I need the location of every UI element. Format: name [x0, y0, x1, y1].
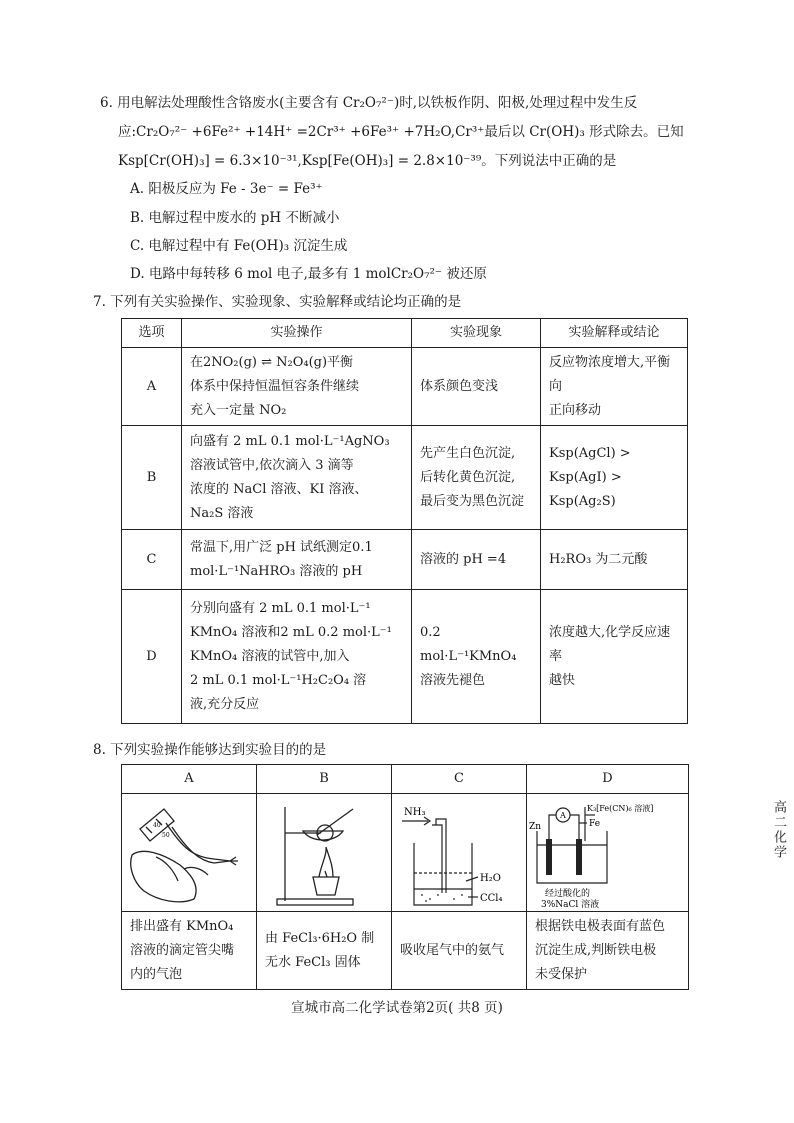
option-b-text — [257, 912, 392, 990]
conclusion-line: Ksp(Ag₂S) — [549, 493, 616, 509]
conclusion-line: 反应物浓度增大,平衡向 — [549, 354, 671, 394]
header-d: D — [527, 765, 689, 794]
q8-figure-row — [122, 794, 689, 912]
conclusion-line: 越快 — [549, 672, 576, 688]
table-row — [122, 426, 688, 530]
header-b: B — [257, 765, 392, 794]
row-phenomenon — [412, 590, 541, 724]
h2o-label: H₂O — [480, 872, 501, 884]
row-conclusion — [541, 426, 688, 530]
phenomenon-line: 最后变为黑色沉淀 — [420, 493, 525, 509]
row-conclusion — [541, 348, 688, 426]
row-option: D — [122, 590, 182, 724]
op-line: 在2NO₂(g) ⇌ N₂O₄(g)平衡 — [190, 354, 354, 370]
q8-table-header — [122, 765, 689, 794]
ammeter-label: A — [560, 810, 566, 820]
text-line: 未受保护 — [535, 966, 588, 982]
conclusion-line: 浓度越大,化学反应速率 — [549, 624, 671, 664]
phenomenon-line: 溶液先褪色 — [420, 672, 486, 688]
table-row — [122, 590, 688, 724]
op-line: 向盛有 2 mL 0.1 mol·L⁻¹AgNO₃ — [190, 433, 390, 449]
row-option: C — [122, 530, 182, 590]
row-phenomenon: 体系颜色变浅 — [412, 348, 541, 426]
header-conclusion: 实验解释或结论 — [541, 319, 688, 348]
header-option: 选项 — [122, 319, 182, 348]
figure-d-cell — [527, 794, 689, 912]
figure-b-cell — [257, 794, 392, 912]
burette-hand-figure — [122, 795, 256, 911]
q6-stem-line-1: 6. 用电解法处理酸性含铬废水(主要含有 Cr₂O₇²⁻)时,以铁板作阴、阳极,处理过程中发生反 — [100, 95, 638, 111]
ammonia-absorption-figure — [392, 795, 526, 911]
op-line: mol·L⁻¹NaHRO₃ 溶液的 pH — [190, 563, 363, 579]
option-a-text — [122, 912, 257, 990]
burette-tick-40: 40 — [153, 821, 161, 829]
text-line: 溶液的滴定管尖嘴 — [130, 942, 235, 958]
row-operation — [182, 530, 412, 590]
op-line: 液,充分反应 — [190, 696, 260, 712]
fe-label: Fe — [589, 818, 601, 829]
text-line: 由 FeCl₃·6H₂O 制 — [265, 930, 375, 946]
op-line: 充入一定量 NO₂ — [190, 402, 287, 418]
q6-option-b: B. 电解过程中废水的 pH 不断减小 — [130, 210, 340, 226]
row-conclusion: H₂RO₃ 为二元酸 — [541, 530, 688, 590]
phenomenon-line: 先产生白色沉淀, — [420, 445, 516, 461]
op-line: 浓度的 NaCl 溶液、KI 溶液、 — [190, 481, 368, 497]
header-phenomenon: 实验现象 — [412, 319, 541, 348]
row-operation — [182, 426, 412, 530]
op-line: KMnO₄ 溶液和2 mL 0.2 mol·L⁻¹ — [190, 624, 392, 640]
table-row — [122, 530, 688, 590]
q6-option-c: C. 电解过程中有 Fe(OH)₃ 沉淀生成 — [130, 238, 348, 254]
q6-stem-line-3: Ksp[Cr(OH)₃] = 6.3×10⁻³¹,Ksp[Fe(OH)₃] = 2.8×10⁻³⁹。下列说法中正确的是 — [118, 153, 617, 169]
op-line: 分别向盛有 2 mL 0.1 mol·L⁻¹ — [190, 600, 371, 616]
text-line: 内的气泡 — [130, 966, 183, 982]
option-d-text — [527, 912, 689, 990]
op-line: 常温下,用广泛 pH 试纸测定0.1 — [190, 539, 373, 555]
row-operation — [182, 348, 412, 426]
q6-option-d: D. 电路中每转移 6 mol 电子,最多有 1 molCr₂O₇²⁻ 被还原 — [130, 266, 487, 282]
op-line: 2 mL 0.1 mol·L⁻¹H₂C₂O₄ 溶 — [190, 672, 367, 688]
note-line-1: 经过酸化的 — [545, 888, 591, 899]
row-conclusion — [541, 590, 688, 724]
nh3-label: NH₃ — [404, 806, 426, 818]
op-line: 溶液试管中,依次滴入 3 滴等 — [190, 457, 354, 473]
row-phenomenon: 溶液的 pH =4 — [412, 530, 541, 590]
text-line: 沉淀生成,判断铁电极 — [535, 942, 657, 958]
q7-table — [121, 318, 688, 724]
q8-text-row — [122, 912, 689, 990]
text-line: 无水 FeCl₃ 固体 — [265, 954, 361, 970]
phenomenon-line: 0.2 mol·L⁻¹KMnO₄ — [420, 624, 517, 664]
row-operation — [182, 590, 412, 724]
evaporation-apparatus-figure — [257, 795, 391, 911]
q7-stem: 7. 下列有关实验操作、实验现象、实验解释或结论均正确的是 — [93, 294, 462, 310]
op-line: KMnO₄ 溶液的试管中,加入 — [190, 648, 350, 664]
q8-stem: 8. 下列实验操作能够达到实验目的的是 — [93, 742, 327, 758]
conclusion-line: 正向移动 — [549, 402, 602, 418]
side-subject-label: 高二化学 — [771, 800, 786, 860]
ccl4-label: CCl₄ — [480, 892, 503, 904]
row-option: A — [122, 348, 182, 426]
q6-stem-line-2: 应:Cr₂O₇²⁻ +6Fe²⁺ +14H⁺ =2Cr³⁺ +6Fe³⁺ +7H₂O,Cr³⁺最后以 Cr(OH)₃ 形式除去。已知 — [118, 124, 684, 140]
text-line: 根据铁电极表面有蓝色 — [535, 918, 666, 934]
conclusion-line: Ksp(AgCl) > Ksp(AgI) > — [549, 445, 631, 485]
row-option: B — [122, 426, 182, 530]
note-line-2: 3%NaCl 溶液 — [541, 899, 600, 910]
table-row — [122, 348, 688, 426]
header-a: A — [122, 765, 257, 794]
burette-tick-50: 50 — [162, 831, 170, 839]
op-line: Na₂S 溶液 — [190, 505, 254, 521]
header-operation: 实验操作 — [182, 319, 412, 348]
page-footer: 宣城市高二化学试卷第2页( 共8 页) — [291, 1000, 503, 1016]
header-c: C — [392, 765, 527, 794]
electrochemical-cell-figure — [527, 795, 677, 911]
zn-label: Zn — [529, 821, 542, 832]
figure-c-cell — [392, 794, 527, 912]
text-line: 排出盛有 KMnO₄ — [130, 918, 234, 934]
phenomenon-line: 后转化黄色沉淀, — [420, 469, 516, 485]
figure-a-cell — [122, 794, 257, 912]
q8-table — [121, 764, 689, 990]
q7-table-header — [122, 319, 688, 348]
q6-option-a: A. 阳极反应为 Fe - 3e⁻ = Fe³⁺ — [130, 181, 323, 197]
row-phenomenon — [412, 426, 541, 530]
op-line: 体系中保持恒温恒容条件继续 — [190, 378, 360, 394]
reagent-label: K₃[Fe(CN)₆ 溶液] — [587, 803, 654, 813]
option-c-text: 吸收尾气中的氨气 — [392, 912, 527, 990]
